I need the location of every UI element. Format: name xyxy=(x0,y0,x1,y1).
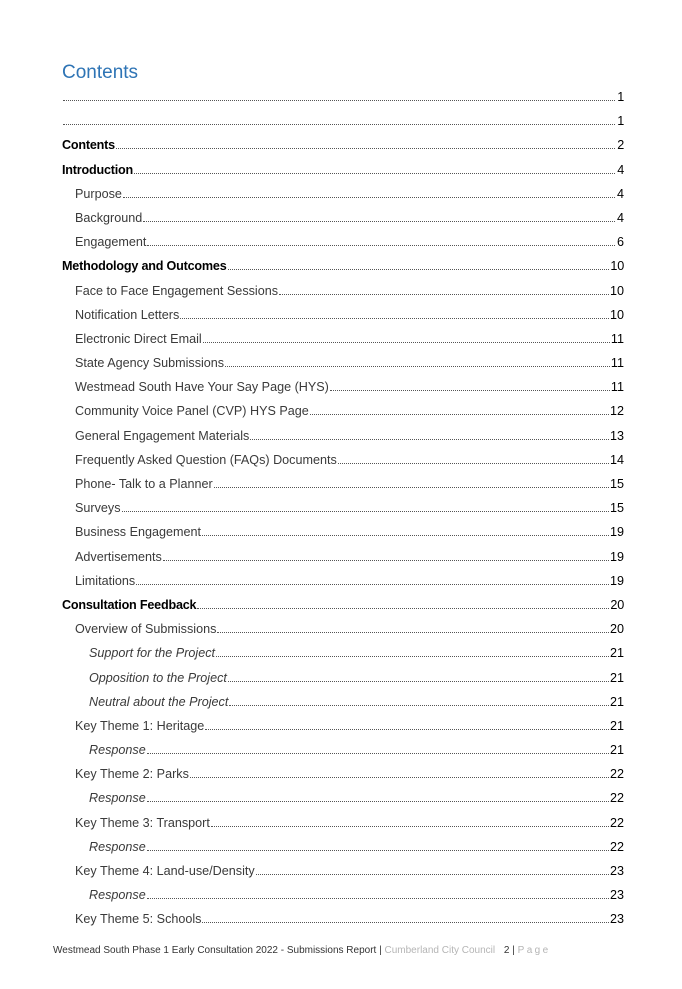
toc-entry[interactable] xyxy=(62,206,624,230)
toc-dot-leader xyxy=(116,147,615,149)
toc-entry[interactable] xyxy=(62,835,624,859)
toc-dot-leader xyxy=(216,655,609,657)
toc-dot-leader xyxy=(202,921,609,923)
toc-entry[interactable] xyxy=(62,448,624,472)
toc-page-number: 10 xyxy=(609,283,624,298)
toc-entry[interactable] xyxy=(62,327,624,351)
toc-dot-leader xyxy=(310,413,609,415)
toc-page-number: 4 xyxy=(616,186,624,201)
footer-page-number: 2 xyxy=(503,945,510,956)
toc-entry[interactable] xyxy=(62,424,624,448)
toc-dot-leader xyxy=(147,800,609,802)
toc-dot-leader xyxy=(147,752,609,754)
toc-dot-leader xyxy=(63,99,615,101)
toc-entry-title[interactable]: Response xyxy=(89,791,146,806)
toc-dot-leader xyxy=(134,172,615,174)
toc-entry-title[interactable]: Overview of Submissions xyxy=(75,622,217,637)
toc-dot-leader xyxy=(330,389,610,391)
footer-report-title: Westmead South Phase 1 Early Consultation 2022 - Submissions Report xyxy=(53,945,377,956)
toc-entry-title[interactable]: Introduction xyxy=(62,162,134,177)
toc-entry-title[interactable]: Contents xyxy=(62,138,115,153)
toc-entry[interactable] xyxy=(62,859,624,883)
toc-entry-title[interactable]: Notification Letters xyxy=(75,307,180,322)
toc-page-number: 21 xyxy=(609,718,624,733)
toc-entry-title[interactable]: Response xyxy=(89,888,146,903)
toc-page-number: 22 xyxy=(609,815,624,830)
toc-page-number: 11 xyxy=(610,331,624,346)
toc-entry-title[interactable]: Purpose xyxy=(75,186,122,201)
toc-page-number: 1 xyxy=(617,90,624,104)
toc-page-number: 4 xyxy=(617,162,624,177)
toc-dot-leader xyxy=(180,317,609,319)
toc-dot-leader xyxy=(163,559,609,561)
toc-page-number: 19 xyxy=(609,549,624,564)
toc-entry-title[interactable]: Community Voice Panel (CVP) HYS Page xyxy=(75,404,309,419)
toc-page-number: 15 xyxy=(609,501,624,516)
toc-entry-title[interactable]: Neutral about the Project xyxy=(89,694,229,709)
toc-dot-leader xyxy=(202,534,609,536)
toc-entry[interactable] xyxy=(62,762,624,786)
toc-entry[interactable] xyxy=(62,738,624,762)
toc-entry-title[interactable]: Key Theme 3: Transport xyxy=(75,815,210,830)
toc-dot-leader xyxy=(279,293,609,295)
toc-page-number: 6 xyxy=(616,235,624,250)
toc-dot-leader xyxy=(136,583,609,585)
toc-entry[interactable] xyxy=(62,545,624,569)
toc-entry-title[interactable]: Westmead South Have Your Say Page (HYS) xyxy=(75,380,329,395)
toc-page-number: 4 xyxy=(616,210,624,225)
toc-page-number: 11 xyxy=(610,356,624,371)
footer-council-name: Cumberland City Council xyxy=(384,945,496,956)
toc-dot-leader xyxy=(214,486,609,488)
toc-dot-leader xyxy=(123,196,615,198)
toc-page-number: 22 xyxy=(609,839,624,854)
toc-dot-leader xyxy=(205,728,609,730)
toc-page-number: 23 xyxy=(609,912,624,927)
toc-entry-title[interactable]: Face to Face Engagement Sessions xyxy=(75,283,279,298)
toc-dot-leader xyxy=(190,776,609,778)
toc-entry[interactable] xyxy=(62,883,624,907)
toc-page-number: 21 xyxy=(609,694,624,709)
toc-entry[interactable] xyxy=(62,182,624,206)
toc-entry-title[interactable]: Background xyxy=(75,210,143,225)
toc-entry-title[interactable]: Advertisements xyxy=(75,549,162,564)
toc-entry[interactable] xyxy=(62,254,624,278)
toc-entry[interactable] xyxy=(62,375,624,399)
toc-dot-leader xyxy=(250,438,609,440)
toc-entry[interactable] xyxy=(62,351,624,375)
toc-entry-title[interactable]: Key Theme 1: Heritage xyxy=(75,718,205,733)
toc-page-number: 23 xyxy=(609,864,624,878)
toc-entry-title[interactable]: Opposition to the Project xyxy=(89,670,227,685)
toc-page-number: 10 xyxy=(609,307,624,322)
toc-page-number: 13 xyxy=(609,428,624,443)
toc-dot-leader xyxy=(122,510,609,512)
toc-entry[interactable] xyxy=(62,133,624,157)
toc-dot-leader xyxy=(211,825,609,827)
toc-dot-leader xyxy=(143,220,615,222)
toc-entry-title[interactable]: Key Theme 2: Parks xyxy=(75,767,189,782)
footer-page-separator: | xyxy=(512,945,515,956)
toc-page-number: 12 xyxy=(609,404,624,419)
toc-dot-leader xyxy=(256,873,609,875)
toc-page-number: 19 xyxy=(609,525,624,540)
toc-entry-title[interactable]: Phone- Talk to a Planner xyxy=(75,477,213,491)
toc-entry-title[interactable]: Electronic Direct Email xyxy=(75,331,202,346)
toc-dot-leader xyxy=(147,244,615,246)
toc-entry-title[interactable]: Key Theme 5: Schools xyxy=(75,912,202,927)
footer-separator: | xyxy=(379,945,382,956)
toc-dot-leader xyxy=(228,268,610,270)
toc-entry-title[interactable]: Frequently Asked Question (FAQs) Documents xyxy=(75,452,337,467)
toc-entry-title[interactable]: Engagement xyxy=(75,235,147,250)
toc-page-number: 21 xyxy=(609,670,624,685)
contents-heading: Contents xyxy=(62,62,139,83)
toc-entry[interactable] xyxy=(62,907,624,931)
table-of-contents xyxy=(62,85,624,932)
toc-dot-leader xyxy=(228,680,609,682)
toc-entry-title[interactable]: Methodology and Outcomes xyxy=(62,259,227,274)
toc-dot-leader xyxy=(147,897,609,899)
toc-page-number: 15 xyxy=(609,477,624,491)
toc-entry-title[interactable]: Business Engagement xyxy=(75,525,202,540)
toc-dot-leader xyxy=(338,462,609,464)
toc-dot-leader xyxy=(229,704,609,706)
toc-entry[interactable] xyxy=(62,158,624,182)
toc-entry[interactable] xyxy=(62,279,624,303)
toc-page-number: 2 xyxy=(617,138,624,153)
toc-page-number: 10 xyxy=(610,259,624,274)
toc-entry[interactable] xyxy=(62,593,624,617)
toc-dot-leader xyxy=(217,631,609,633)
toc-entry-title[interactable]: Key Theme 4: Land-use/Density xyxy=(75,864,255,878)
toc-entry-title[interactable]: Response xyxy=(89,743,146,758)
toc-entry[interactable] xyxy=(62,520,624,544)
toc-entry[interactable] xyxy=(62,85,624,109)
toc-entry[interactable] xyxy=(62,690,624,714)
toc-entry-title[interactable]: State Agency Submissions xyxy=(75,356,225,371)
toc-entry[interactable] xyxy=(62,714,624,738)
toc-dot-leader xyxy=(63,123,615,125)
toc-page-number: 21 xyxy=(609,646,624,661)
toc-page-number: 21 xyxy=(609,743,624,758)
toc-entry-title[interactable]: Limitations xyxy=(75,573,136,588)
toc-entry[interactable] xyxy=(62,496,624,520)
toc-page-number: 14 xyxy=(609,452,624,467)
toc-entry[interactable] xyxy=(62,811,624,835)
toc-page-number: 1 xyxy=(617,114,624,129)
footer-page-label: Page xyxy=(517,945,551,956)
toc-entry[interactable] xyxy=(62,786,624,810)
toc-dot-leader xyxy=(197,607,609,609)
toc-entry-title[interactable]: General Engagement Materials xyxy=(75,428,250,443)
toc-entry[interactable] xyxy=(62,472,624,496)
toc-page-number: 11 xyxy=(610,380,624,395)
toc-entry[interactable] xyxy=(62,617,624,641)
toc-entry[interactable] xyxy=(62,641,624,665)
toc-page-number: 22 xyxy=(609,791,624,806)
toc-entry[interactable] xyxy=(62,109,624,133)
toc-dot-leader xyxy=(147,849,609,851)
toc-dot-leader xyxy=(203,341,610,343)
toc-dot-leader xyxy=(225,365,610,367)
toc-entry[interactable] xyxy=(62,230,624,254)
toc-page-number: 20 xyxy=(609,622,624,637)
toc-entry[interactable] xyxy=(62,303,624,327)
toc-page-number: 19 xyxy=(609,573,624,588)
toc-entry[interactable] xyxy=(62,399,624,423)
toc-entry-title[interactable]: Consultation Feedback xyxy=(62,597,197,612)
toc-entry-title[interactable]: Surveys xyxy=(75,501,121,516)
toc-page-number: 23 xyxy=(609,888,624,903)
toc-entry[interactable] xyxy=(62,666,624,690)
page-footer xyxy=(53,943,551,959)
toc-entry-title[interactable]: Support for the Project xyxy=(89,646,216,661)
toc-page-number: 20 xyxy=(610,597,624,612)
toc-entry-title[interactable]: Response xyxy=(89,839,146,854)
toc-entry[interactable] xyxy=(62,569,624,593)
toc-page-number: 22 xyxy=(609,767,624,782)
